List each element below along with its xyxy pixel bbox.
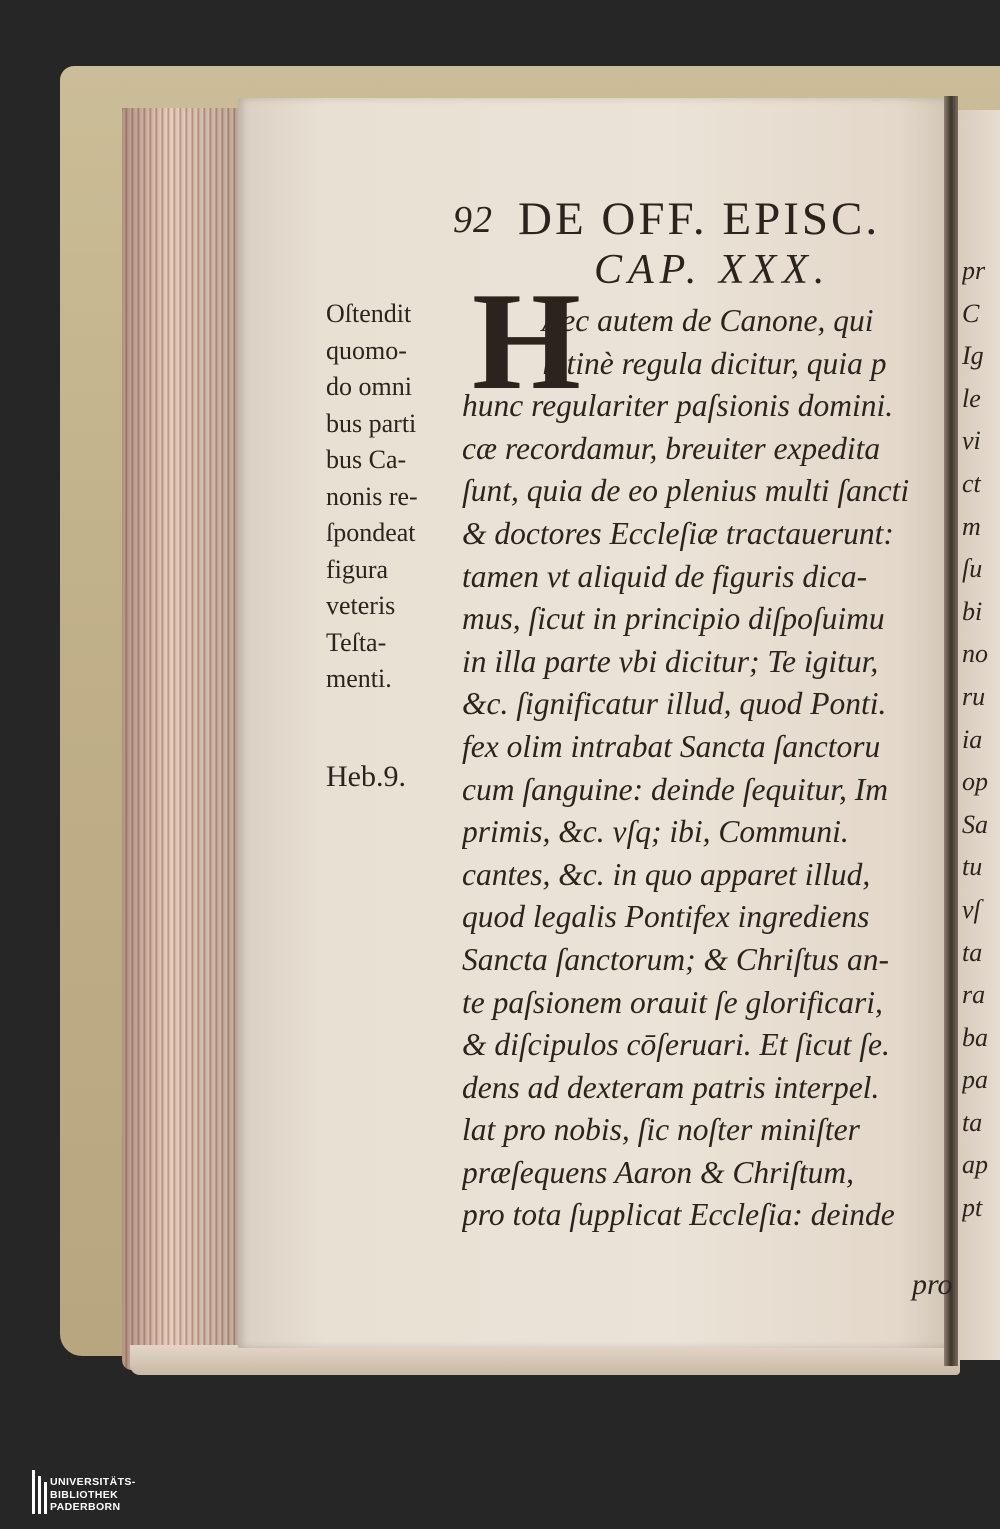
text-line: Sancta ſanctorum; & Chriſtus an-: [462, 941, 889, 977]
margin-note-line: menti.: [326, 664, 392, 693]
fragment-line: bi: [962, 596, 983, 626]
text-line: te paſsionem orauit ſe glorificari,: [462, 984, 883, 1020]
text-line: cæ recordamur, breuiter expedita: [462, 430, 881, 466]
text-line: fex olim intrabat Sancta ſanctoru: [462, 728, 881, 764]
logo-line: UNIVERSITÄTS-: [50, 1476, 136, 1488]
page-number: 92: [453, 199, 493, 241]
margin-reference: Heb.9.: [326, 760, 406, 793]
running-head: DE OFF. EPISC.: [518, 193, 881, 245]
catchword: pro: [912, 1268, 953, 1301]
fragment-line: vſ: [962, 894, 981, 924]
text-line: præſequens Aaron & Chriſtum,: [462, 1154, 855, 1190]
library-logo-text: [50, 1476, 136, 1514]
text-line: cantes, &c. in quo apparet illud,: [462, 856, 871, 892]
fragment-line: ct: [962, 468, 981, 498]
bottom-page-edge: [130, 1345, 960, 1375]
margin-note-line: Oſtendit: [326, 299, 412, 328]
text-line: hunc regulariter paſsionis domini.: [462, 388, 894, 424]
margin-note-line: do omni: [326, 372, 412, 401]
text-line: primis, &c. vſq; ibi, Communi.: [462, 814, 849, 850]
fragment-line: no: [962, 639, 988, 669]
text-line: & doctores Eccleſiæ tractauerunt:: [462, 515, 894, 551]
text-line: Aec autem de Canone, qui: [542, 303, 874, 338]
fragment-line: Ig: [962, 341, 984, 371]
logo-line: PADERBORN: [50, 1501, 121, 1513]
margin-note: [326, 296, 466, 698]
margin-note-line: bus Ca-: [326, 445, 407, 474]
fragment-line: ap: [962, 1150, 988, 1180]
fragment-line: ba: [962, 1022, 988, 1052]
margin-note-line: Teſta-: [326, 627, 387, 657]
fragment-line: C: [962, 298, 980, 328]
text-line: lat pro nobis, ſic noſter miniſter: [462, 1112, 860, 1148]
chapter-heading: CAP. XXX.: [594, 247, 831, 293]
fragment-line: ra: [962, 980, 986, 1010]
fragment-line: Sa: [962, 809, 988, 839]
fragment-line: vi: [962, 426, 981, 456]
text-line: cum ſanguine: deinde ſequitur, Im: [462, 771, 889, 807]
text-line: &c. ſignificatur illud, quod Ponti.: [462, 686, 887, 722]
text-line: tamen vt aliquid de figuris dica-: [462, 558, 868, 594]
text-line: in illa parte vbi dicitur; Te igitur,: [462, 643, 879, 679]
margin-note-line: ſpondeat: [326, 518, 416, 547]
logo-line: BIBLIOTHEK: [50, 1488, 119, 1501]
text-line: pro tota ſupplicat Eccleſia: deinde: [462, 1197, 895, 1233]
fragment-line: m: [962, 511, 981, 541]
text-line: mus, ſicut in principio diſpoſuimu: [462, 601, 885, 637]
text-line: dens ad dexteram patris interpel.: [462, 1069, 880, 1105]
text-line: latinè regula dicitur, quia p: [542, 345, 887, 381]
fragment-line: op: [962, 767, 988, 797]
fragment-line: ru: [962, 681, 986, 711]
margin-note-line: nonis re-: [326, 481, 418, 511]
fragment-line: pa: [962, 1065, 988, 1095]
fragment-line: ia: [962, 724, 983, 754]
text-line: quod legalis Pontifex ingrediens: [462, 899, 870, 935]
margin-note-line: figura: [326, 554, 389, 584]
fragment-line: ta: [962, 1107, 983, 1137]
right-page-text-fragment: [962, 250, 1000, 1230]
text-line: ſunt, quia de eo plenius multi ſancti: [462, 473, 910, 509]
body-text: [462, 300, 944, 1237]
fragment-line: tu: [962, 852, 983, 882]
fragment-line: pr: [962, 256, 986, 285]
drop-cap: H: [472, 264, 577, 419]
margin-note-line: veteris: [326, 591, 396, 620]
fragment-line: le: [962, 383, 981, 413]
margin-note-line: quomo-: [326, 335, 407, 365]
fragment-line: pt: [962, 1193, 983, 1223]
book-gutter: [944, 96, 958, 1366]
margin-note-line: bus parti: [326, 408, 417, 438]
fragment-line: ſu: [962, 554, 983, 584]
text-line: & diſcipulos cōſeruari. Et ſicut ſe.: [462, 1027, 890, 1063]
fragment-line: ta: [962, 937, 983, 967]
page-edges-shade: [122, 108, 242, 1370]
